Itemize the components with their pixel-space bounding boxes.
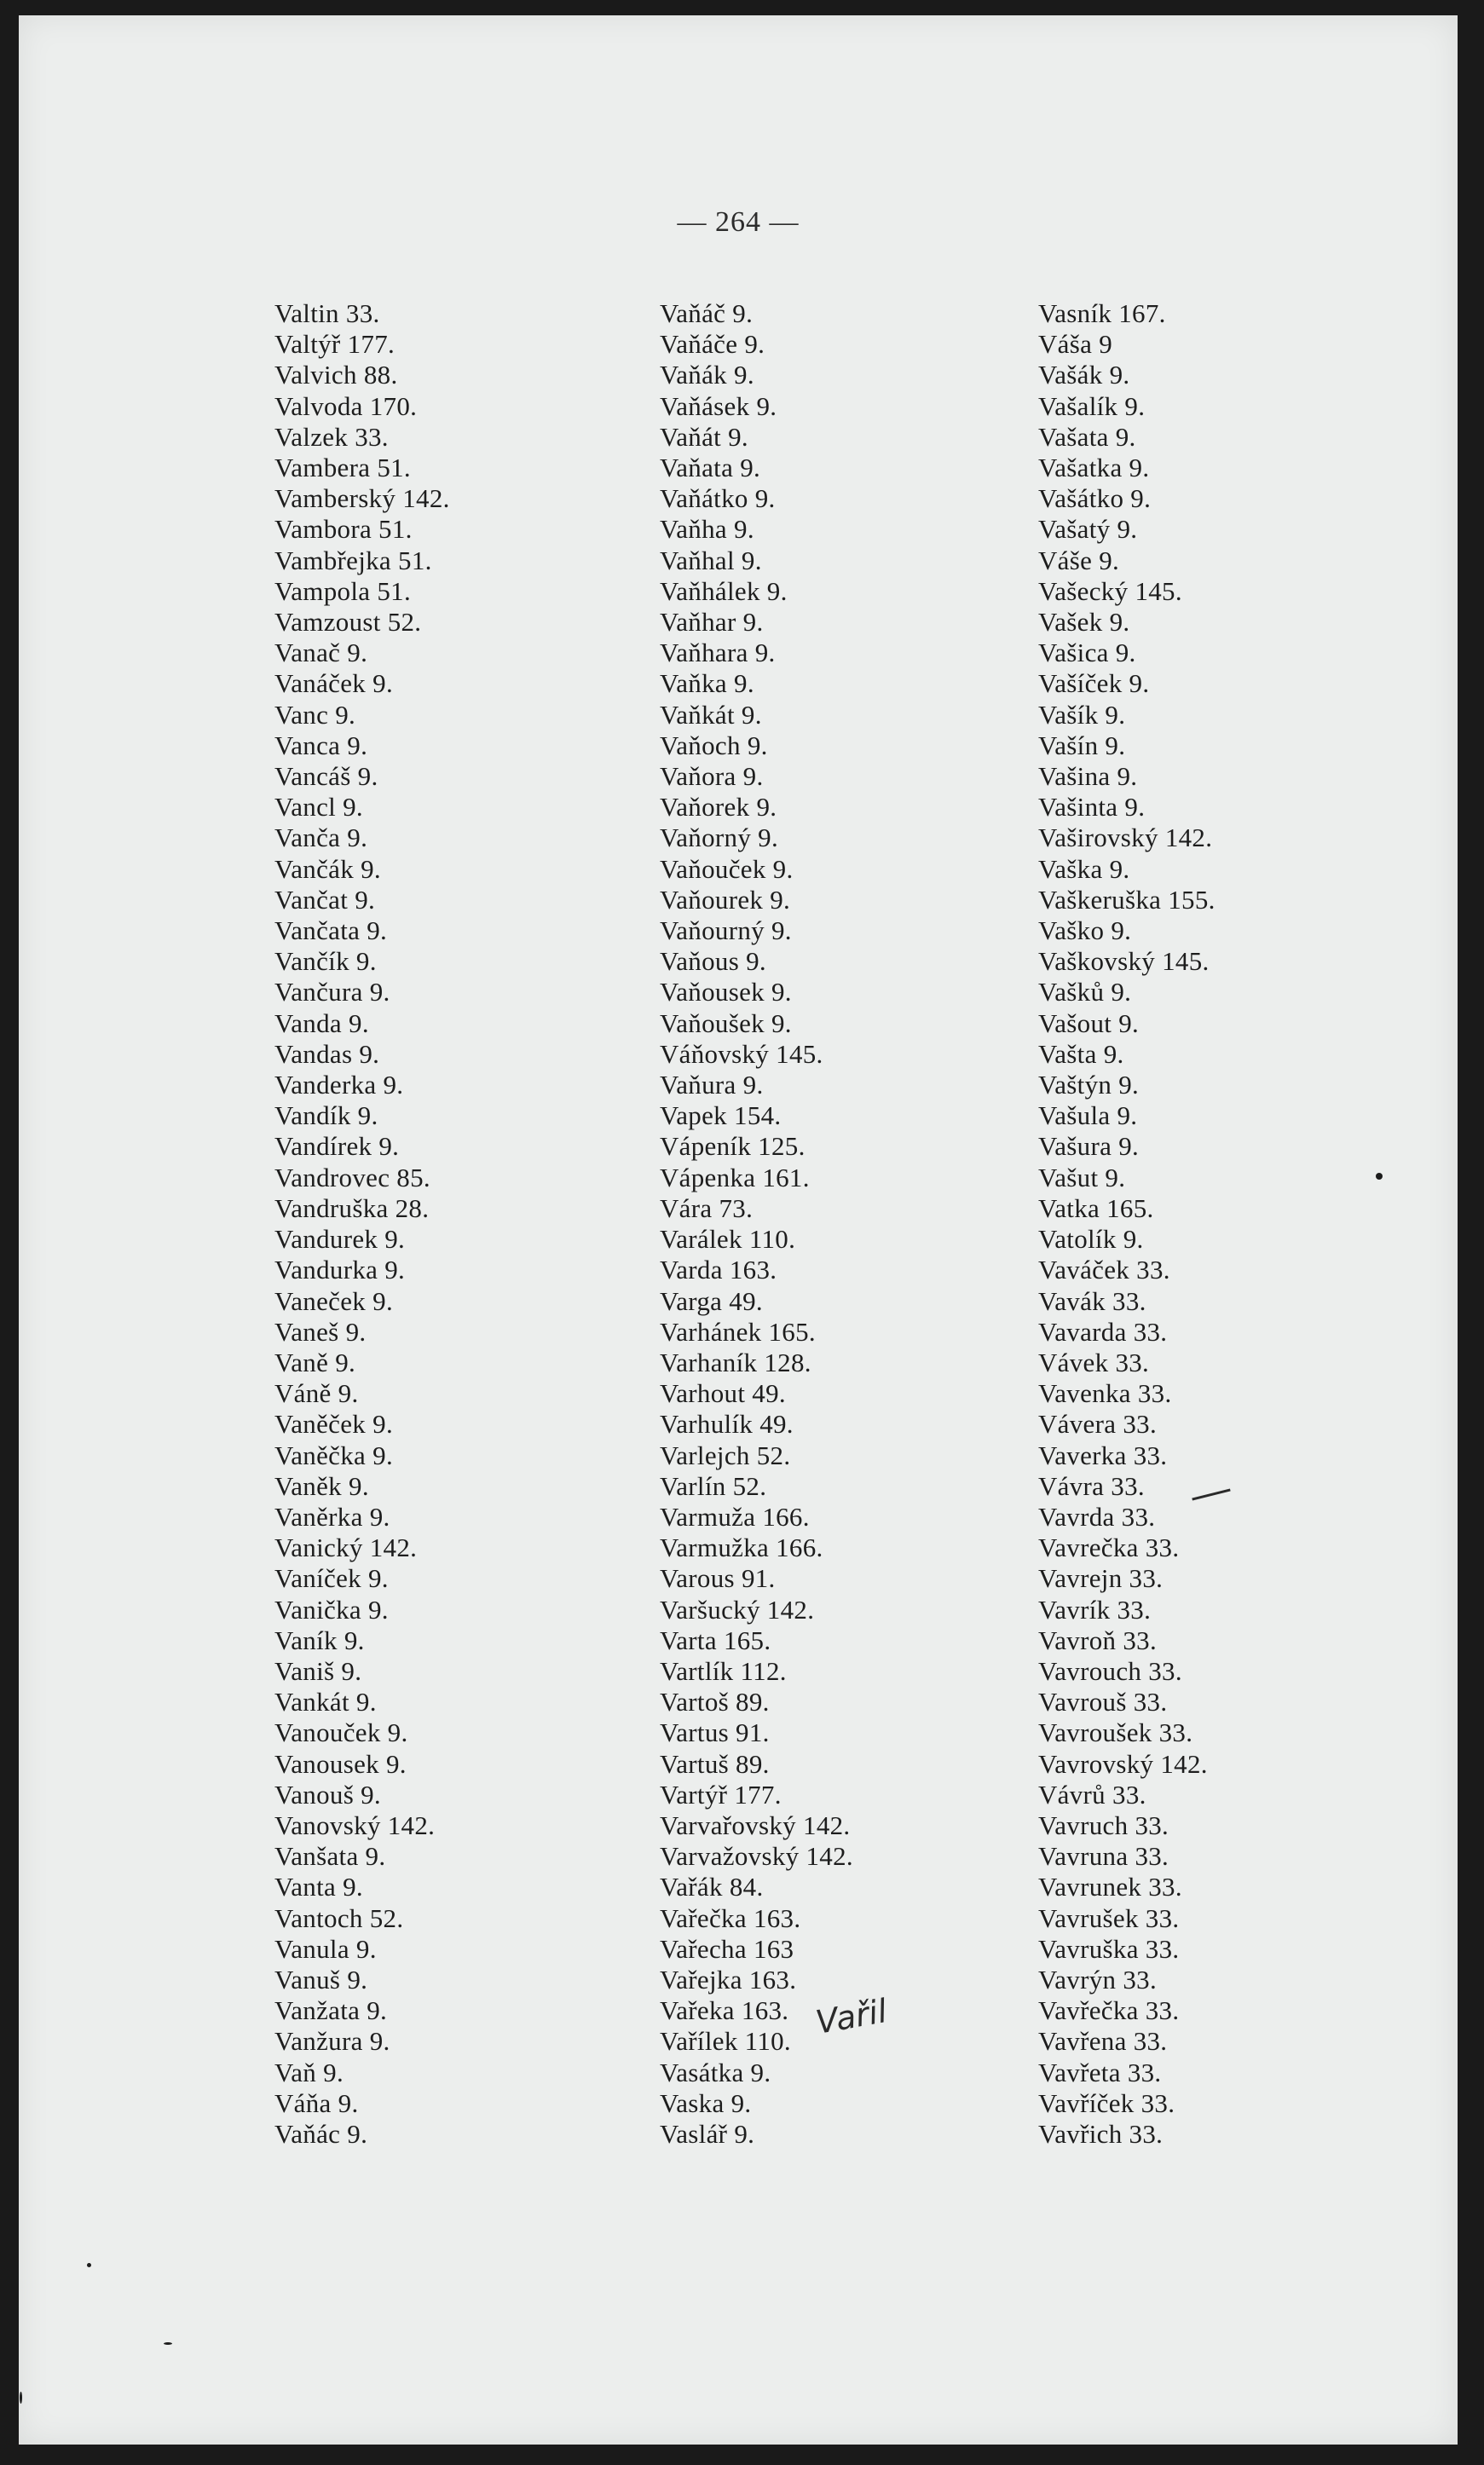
surname-entry: Vaňák 9. bbox=[660, 360, 754, 390]
surname-entry: Vancl 9. bbox=[274, 792, 363, 823]
surname-entry: Vanžura 9. bbox=[274, 2026, 390, 2057]
surname-entry: Vavák 33. bbox=[1038, 1285, 1146, 1316]
surname-entry: Valzek 33. bbox=[274, 421, 389, 452]
surname-entry: Vančík 9. bbox=[274, 946, 377, 977]
surname-entry: Vanický 142. bbox=[274, 1533, 418, 1563]
surname-entry: Vanžata 9. bbox=[274, 1995, 388, 2026]
surname-entry: Vaško 9. bbox=[1038, 915, 1132, 946]
surname-entry: Vašica 9. bbox=[1038, 638, 1136, 668]
ink-speck bbox=[1376, 1173, 1383, 1180]
surname-entry: Vaněk 9. bbox=[274, 1470, 369, 1501]
surname-entry: Vaňhálek 9. bbox=[660, 575, 788, 606]
surname-entry: Vaška 9. bbox=[1038, 853, 1130, 884]
surname-entry: Vaněček 9. bbox=[274, 1409, 393, 1440]
surname-entry: Vančák 9. bbox=[274, 853, 381, 884]
surname-entry: Vašula 9. bbox=[1038, 1100, 1138, 1131]
surname-entry: Vavrouš 33. bbox=[1038, 1687, 1168, 1717]
surname-entry: Vambera 51. bbox=[274, 453, 411, 483]
surname-entry: Vasátka 9. bbox=[660, 2057, 771, 2087]
surname-entry: Vanula 9. bbox=[274, 1933, 377, 1964]
surname-entry: Vatka 165. bbox=[1038, 1192, 1154, 1223]
surname-entry: Vašíček 9. bbox=[1038, 668, 1150, 699]
surname-entry: Vamberský 142. bbox=[274, 483, 450, 514]
surname-entry: Vára 73. bbox=[660, 1192, 754, 1223]
surname-entry: Vavruna 33. bbox=[1038, 1841, 1169, 1872]
surname-entry: Vaňata 9. bbox=[660, 453, 761, 483]
ink-speck bbox=[20, 2392, 22, 2404]
surname-entry: Vanovský 142. bbox=[274, 1810, 436, 1840]
surname-entry: Varálek 110. bbox=[660, 1224, 796, 1255]
surname-entry: Varda 163. bbox=[660, 1255, 777, 1285]
surname-entry: Vašura 9. bbox=[1038, 1131, 1140, 1162]
surname-entry: Vandurka 9. bbox=[274, 1255, 406, 1285]
surname-entry: Vandurek 9. bbox=[274, 1224, 406, 1255]
surname-entry: Vaňousek 9. bbox=[660, 977, 792, 1007]
surname-entry: Varta 165. bbox=[660, 1625, 771, 1655]
page-number: — 264 — bbox=[677, 206, 800, 238]
surname-entry: Vařílek 110. bbox=[660, 2026, 791, 2057]
surname-entry: Vavrýn 33. bbox=[1038, 1964, 1158, 1995]
surname-entry: Vaňác 9. bbox=[274, 2118, 368, 2149]
surname-entry: Vašek 9. bbox=[1038, 607, 1130, 638]
surname-entry: Vápeník 125. bbox=[660, 1131, 806, 1162]
surname-entry: Vaňora 9. bbox=[660, 761, 764, 792]
surname-entry: Vartoš 89. bbox=[660, 1687, 770, 1717]
surname-entry: Vaňorný 9. bbox=[660, 823, 779, 853]
surname-entry: Vašout 9. bbox=[1038, 1007, 1140, 1038]
surname-entry: Vartýř 177. bbox=[660, 1779, 782, 1810]
surname-entry: Vaňura 9. bbox=[660, 1070, 764, 1100]
surname-entry: Vavřich 33. bbox=[1038, 2118, 1164, 2149]
surname-entry: Vařejka 163. bbox=[660, 1964, 797, 1995]
surname-entry: Vavrouch 33. bbox=[1038, 1655, 1182, 1686]
surname-entry: Vaňourný 9. bbox=[660, 915, 792, 946]
surname-entry: Vašák 9. bbox=[1038, 360, 1130, 390]
surname-entry: Vašík 9. bbox=[1038, 699, 1126, 730]
surname-entry: Vambora 51. bbox=[274, 514, 413, 545]
surname-entry: Vapek 154. bbox=[660, 1100, 782, 1131]
surname-entry: Vavřečka 33. bbox=[1038, 1995, 1180, 2026]
surname-entry: Vaníček 9. bbox=[274, 1563, 389, 1594]
surname-entry: Vaváček 33. bbox=[1038, 1255, 1170, 1285]
surname-column-3 bbox=[1038, 298, 1215, 2150]
surname-entry: Vaník 9. bbox=[274, 1625, 365, 1655]
surname-entry: Vanousek 9. bbox=[274, 1748, 407, 1779]
surname-entry: Vařák 84. bbox=[660, 1872, 764, 1902]
surname-entry: Vaňhara 9. bbox=[660, 638, 776, 668]
surname-entry: Vantoch 52. bbox=[274, 1902, 404, 1933]
surname-entry: Valvoda 170. bbox=[274, 390, 418, 421]
surname-entry: Vanač 9. bbox=[274, 638, 368, 668]
surname-entry: Vašín 9. bbox=[1038, 730, 1126, 760]
surname-entry: Vanšata 9. bbox=[274, 1841, 386, 1872]
surname-entry: Váně 9. bbox=[274, 1378, 359, 1409]
surname-entry: Vavrda 33. bbox=[1038, 1501, 1156, 1532]
surname-entry: Vávrů 33. bbox=[1038, 1779, 1146, 1810]
surname-entry: Valvich 88. bbox=[274, 360, 398, 390]
surname-column-2 bbox=[660, 298, 853, 2150]
surname-entry: Varvažovský 142. bbox=[660, 1841, 853, 1872]
surname-entry: Varhout 49. bbox=[660, 1378, 786, 1409]
surname-entry: Vaslář 9. bbox=[660, 2118, 755, 2149]
surname-entry: Váše 9. bbox=[1038, 545, 1120, 575]
surname-entry: Vanouš 9. bbox=[274, 1779, 381, 1810]
surname-entry: Vašta 9. bbox=[1038, 1038, 1124, 1069]
surname-entry: Vařecha 163 bbox=[660, 1933, 794, 1964]
surname-entry: Vaska 9. bbox=[660, 2087, 752, 2118]
surname-entry: Varlejch 52. bbox=[660, 1440, 791, 1470]
surname-entry: Vanička 9. bbox=[274, 1594, 389, 1625]
surname-entry: Vaňoušek 9. bbox=[660, 1007, 792, 1038]
surname-entry: Varhánek 165. bbox=[660, 1316, 816, 1347]
surname-entry: Vaširovský 142. bbox=[1038, 823, 1213, 853]
surname-entry: Vavrovský 142. bbox=[1038, 1748, 1208, 1779]
surname-entry: Varmuža 166. bbox=[660, 1501, 810, 1532]
surname-entry: Valtin 33. bbox=[274, 298, 380, 328]
surname-entry: Vaňáč 9. bbox=[660, 298, 754, 328]
surname-entry: Vaně 9. bbox=[274, 1347, 356, 1377]
surname-entry: Vavrík 33. bbox=[1038, 1594, 1152, 1625]
surname-entry: Vanc 9. bbox=[274, 699, 356, 730]
surname-entry: Vaňhal 9. bbox=[660, 545, 762, 575]
surname-entry: Vanča 9. bbox=[274, 823, 368, 853]
surname-entry: Vašecký 145. bbox=[1038, 575, 1182, 606]
surname-entry: Vašalík 9. bbox=[1038, 390, 1146, 421]
surname-entry: Varhulík 49. bbox=[660, 1409, 794, 1440]
surname-entry: Vatolík 9. bbox=[1038, 1224, 1144, 1255]
surname-entry: Vaňátko 9. bbox=[660, 483, 776, 514]
surname-entry: Vandík 9. bbox=[274, 1100, 378, 1131]
surname-entry: Vavruška 33. bbox=[1038, 1933, 1180, 1964]
surname-entry: Vartus 91. bbox=[660, 1717, 770, 1748]
surname-entry: Vašina 9. bbox=[1038, 761, 1138, 792]
surname-entry: Vankát 9. bbox=[274, 1687, 377, 1717]
surname-entry: Vavroušek 33. bbox=[1038, 1717, 1193, 1748]
surname-entry: Vančata 9. bbox=[274, 915, 388, 946]
surname-entry: Vaněčka 9. bbox=[274, 1440, 393, 1470]
surname-entry: Vančat 9. bbox=[274, 884, 376, 915]
surname-entry: Varga 49. bbox=[660, 1285, 763, 1316]
surname-entry: Vavroň 33. bbox=[1038, 1625, 1158, 1655]
surname-entry: Vancáš 9. bbox=[274, 761, 378, 792]
surname-entry: Vaňouček 9. bbox=[660, 853, 794, 884]
surname-entry: Vaniš 9. bbox=[274, 1655, 362, 1686]
surname-entry: Vaněrka 9. bbox=[274, 1501, 390, 1532]
surname-entry: Vaňorek 9. bbox=[660, 792, 777, 823]
surname-entry: Vašatý 9. bbox=[1038, 514, 1138, 545]
surname-entry: Váňa 9. bbox=[274, 2087, 359, 2118]
surname-entry: Varhaník 128. bbox=[660, 1347, 811, 1377]
surname-entry: Vavarda 33. bbox=[1038, 1316, 1168, 1347]
surname-entry: Vávra 33. bbox=[1038, 1470, 1145, 1501]
surname-entry: Vavrunek 33. bbox=[1038, 1872, 1182, 1902]
surname-entry: Vaň 9. bbox=[274, 2057, 344, 2087]
surname-entry: Vávera 33. bbox=[1038, 1409, 1157, 1440]
surname-entry: Vaňát 9. bbox=[660, 421, 748, 452]
surname-entry: Vanáček 9. bbox=[274, 668, 393, 699]
surname-entry: Vápenka 161. bbox=[660, 1162, 810, 1192]
surname-entry: Vavruch 33. bbox=[1038, 1810, 1169, 1840]
surname-entry: Vamzoust 52. bbox=[274, 607, 422, 638]
surname-entry: Vasník 167. bbox=[1038, 298, 1166, 328]
surname-entry: Vaštýn 9. bbox=[1038, 1070, 1140, 1100]
surname-entry: Vašata 9. bbox=[1038, 421, 1136, 452]
document-page bbox=[19, 15, 1458, 2445]
surname-entry: Vaňous 9. bbox=[660, 946, 766, 977]
surname-entry: Vanta 9. bbox=[274, 1872, 363, 1902]
surname-entry: Vartuš 89. bbox=[660, 1748, 770, 1779]
surname-entry: Vanca 9. bbox=[274, 730, 368, 760]
surname-entry: Vařečka 163. bbox=[660, 1902, 801, 1933]
surname-column-1 bbox=[274, 298, 450, 2150]
surname-entry: Vařeka 163. bbox=[660, 1995, 789, 2026]
surname-entry: Vaňásek 9. bbox=[660, 390, 777, 421]
surname-entry: Vandírek 9. bbox=[274, 1131, 400, 1162]
surname-entry: Vašků 9. bbox=[1038, 977, 1132, 1007]
surname-entry: Vaškovský 145. bbox=[1038, 946, 1210, 977]
surname-entry: Vaňkát 9. bbox=[660, 699, 762, 730]
surname-entry: Vandruška 28. bbox=[274, 1192, 430, 1223]
surname-entry: Vartlík 112. bbox=[660, 1655, 787, 1686]
surname-entry: Vampola 51. bbox=[274, 575, 411, 606]
surname-entry: Vanouček 9. bbox=[274, 1717, 408, 1748]
surname-entry: Valtýř 177. bbox=[274, 329, 396, 360]
ink-speck bbox=[87, 2263, 91, 2267]
surname-entry: Vandrovec 85. bbox=[274, 1162, 430, 1192]
surname-entry: Vavrušek 33. bbox=[1038, 1902, 1180, 1933]
surname-entry: Vaňoch 9. bbox=[660, 730, 768, 760]
surname-entry: Vaňha 9. bbox=[660, 514, 754, 545]
surname-entry: Vaškeruška 155. bbox=[1038, 884, 1215, 915]
surname-entry: Vanda 9. bbox=[274, 1007, 369, 1038]
ink-speck bbox=[164, 2342, 172, 2345]
surname-entry: Váňovský 145. bbox=[660, 1038, 823, 1069]
surname-entry: Vaneček 9. bbox=[274, 1285, 393, 1316]
surname-entry: Vanuš 9. bbox=[274, 1964, 368, 1995]
surname-entry: Varlín 52. bbox=[660, 1470, 767, 1501]
surname-entry: Váša 9 bbox=[1038, 329, 1113, 360]
surname-entry: Vavenka 33. bbox=[1038, 1378, 1172, 1409]
surname-entry: Vavříček 33. bbox=[1038, 2087, 1175, 2118]
surname-entry: Vambřejka 51. bbox=[274, 545, 432, 575]
surname-entry: Vaňourek 9. bbox=[660, 884, 791, 915]
surname-entry: Vaňáče 9. bbox=[660, 329, 765, 360]
surname-entry: Vančura 9. bbox=[274, 977, 390, 1007]
surname-entry: Vašinta 9. bbox=[1038, 792, 1146, 823]
surname-entry: Vavřena 33. bbox=[1038, 2026, 1168, 2057]
surname-entry: Vaverka 33. bbox=[1038, 1440, 1168, 1470]
surname-entry: Vaneš 9. bbox=[274, 1316, 367, 1347]
surname-entry: Vavrejn 33. bbox=[1038, 1563, 1164, 1594]
surname-entry: Varvařovský 142. bbox=[660, 1810, 851, 1840]
surname-entry: Vavřeta 33. bbox=[1038, 2057, 1162, 2087]
surname-entry: Vavrečka 33. bbox=[1038, 1533, 1180, 1563]
handwritten-annotation: Vařil bbox=[812, 1992, 890, 2041]
surname-entry: Varmužka 166. bbox=[660, 1533, 823, 1563]
surname-entry: Varous 91. bbox=[660, 1563, 776, 1594]
surname-entry: Varšucký 142. bbox=[660, 1594, 815, 1625]
surname-entry: Vávek 33. bbox=[1038, 1347, 1150, 1377]
surname-entry: Vanderka 9. bbox=[274, 1070, 404, 1100]
surname-entry: Vandas 9. bbox=[274, 1038, 380, 1069]
surname-entry: Vašut 9. bbox=[1038, 1162, 1126, 1192]
surname-entry: Vaňhar 9. bbox=[660, 607, 764, 638]
surname-entry: Vašátko 9. bbox=[1038, 483, 1152, 514]
surname-entry: Vašatka 9. bbox=[1038, 453, 1150, 483]
surname-entry: Vaňka 9. bbox=[660, 668, 754, 699]
